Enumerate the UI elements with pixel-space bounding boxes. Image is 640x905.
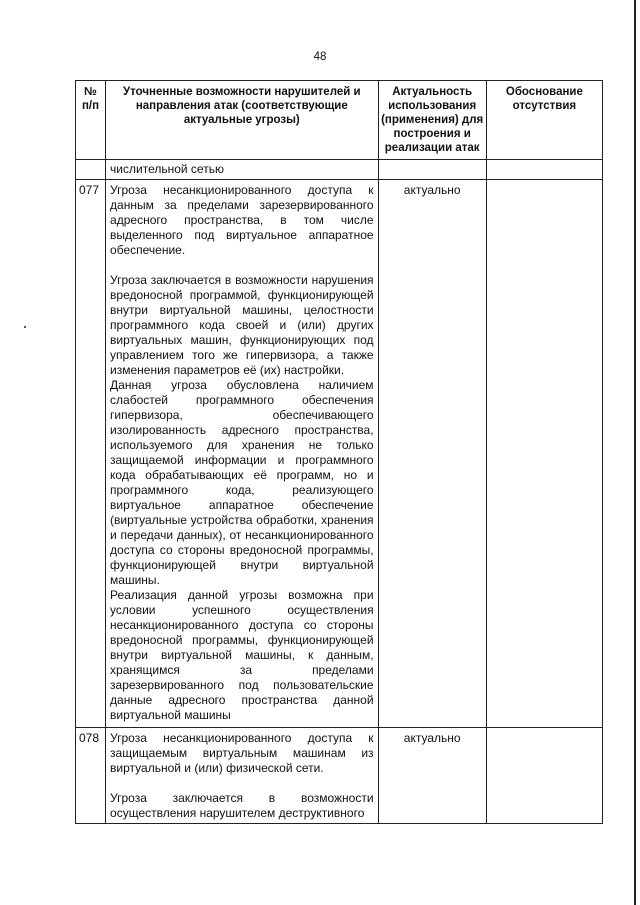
- paragraph-gap: [110, 776, 374, 791]
- continuation-number-cell: [76, 160, 106, 180]
- header-row: [76, 81, 603, 160]
- row-justification: [486, 180, 602, 728]
- header-threat: Уточненные возможности нарушителей и направления атак (соответствующие актуальные угрозы): [106, 81, 379, 160]
- page-edge: [634, 0, 636, 905]
- threat-paragraph: Данная угроза обусловлена наличием слабостей программного обеспечения гипервизора, обеспечивающего изолированность адресного пространства, используемого для хранения не только защищаемой информации и программного кода обрабатывающих её программ, но и программного кода, реализующего виртуальное аппаратное обеспечение (виртуальные устройства обработки, хранения и передачи данных), от несанкционированного доступа со стороны вредоносной программы, функционирующей внутри виртуальной машины.: [110, 378, 374, 587]
- threat-title: Угроза несанкционированного доступа к защищаемым виртуальным машинам из виртуальной и (или) физической сети.: [110, 731, 374, 775]
- scan-mark: [24, 326, 26, 328]
- threat-paragraph: Угроза заключается в возможности осуществления нарушителем деструктивного: [110, 791, 374, 820]
- threat-paragraph: Реализация данной угрозы возможна при условии успешного осуществления несанкционированного доступа со стороны вредоносной программы, функционирующей внутри виртуальной машины, к данным, хранящимся за пределами зарезервированного под пользовательские данные адресного пространства данной виртуальной машины: [110, 588, 374, 722]
- continuation-row: [76, 160, 603, 180]
- row-number: 078: [76, 728, 106, 824]
- continuation-relevance-cell: [378, 160, 486, 180]
- table-row-077: [76, 180, 603, 728]
- row-number: 077: [76, 180, 106, 728]
- page-number: 48: [313, 51, 327, 63]
- row-justification: [486, 728, 602, 824]
- row-relevance: актуально: [378, 180, 486, 728]
- row-description: [106, 180, 379, 728]
- paragraph-gap: [110, 258, 374, 273]
- continuation-justification-cell: [486, 160, 602, 180]
- continuation-text: числительной сетью: [106, 160, 379, 180]
- row-description: [106, 728, 379, 824]
- header-number: № п/п: [76, 81, 106, 160]
- table-row-078: [76, 728, 603, 824]
- threats-table: [75, 80, 603, 824]
- threat-paragraph: Угроза заключается в возможности нарушения вредоносной программой, функционирующей внутри виртуальной машины, целостности программного кода своей и (или) других виртуальных машин, функционирующих под управлением того же гипервизора, а также изменения параметров её (их) настройки.: [110, 273, 374, 377]
- header-justification: Обоснование отсутствия: [486, 81, 602, 160]
- header-relevance: Актуальность использования (применения) для построения и реализации атак: [378, 81, 486, 160]
- threat-title: Угроза несанкционированного доступа к данным за пределами зарезервированного адресного пространства, в том числе выделенного под виртуальное аппаратное обеспечение.: [110, 183, 374, 257]
- row-relevance: актуально: [378, 728, 486, 824]
